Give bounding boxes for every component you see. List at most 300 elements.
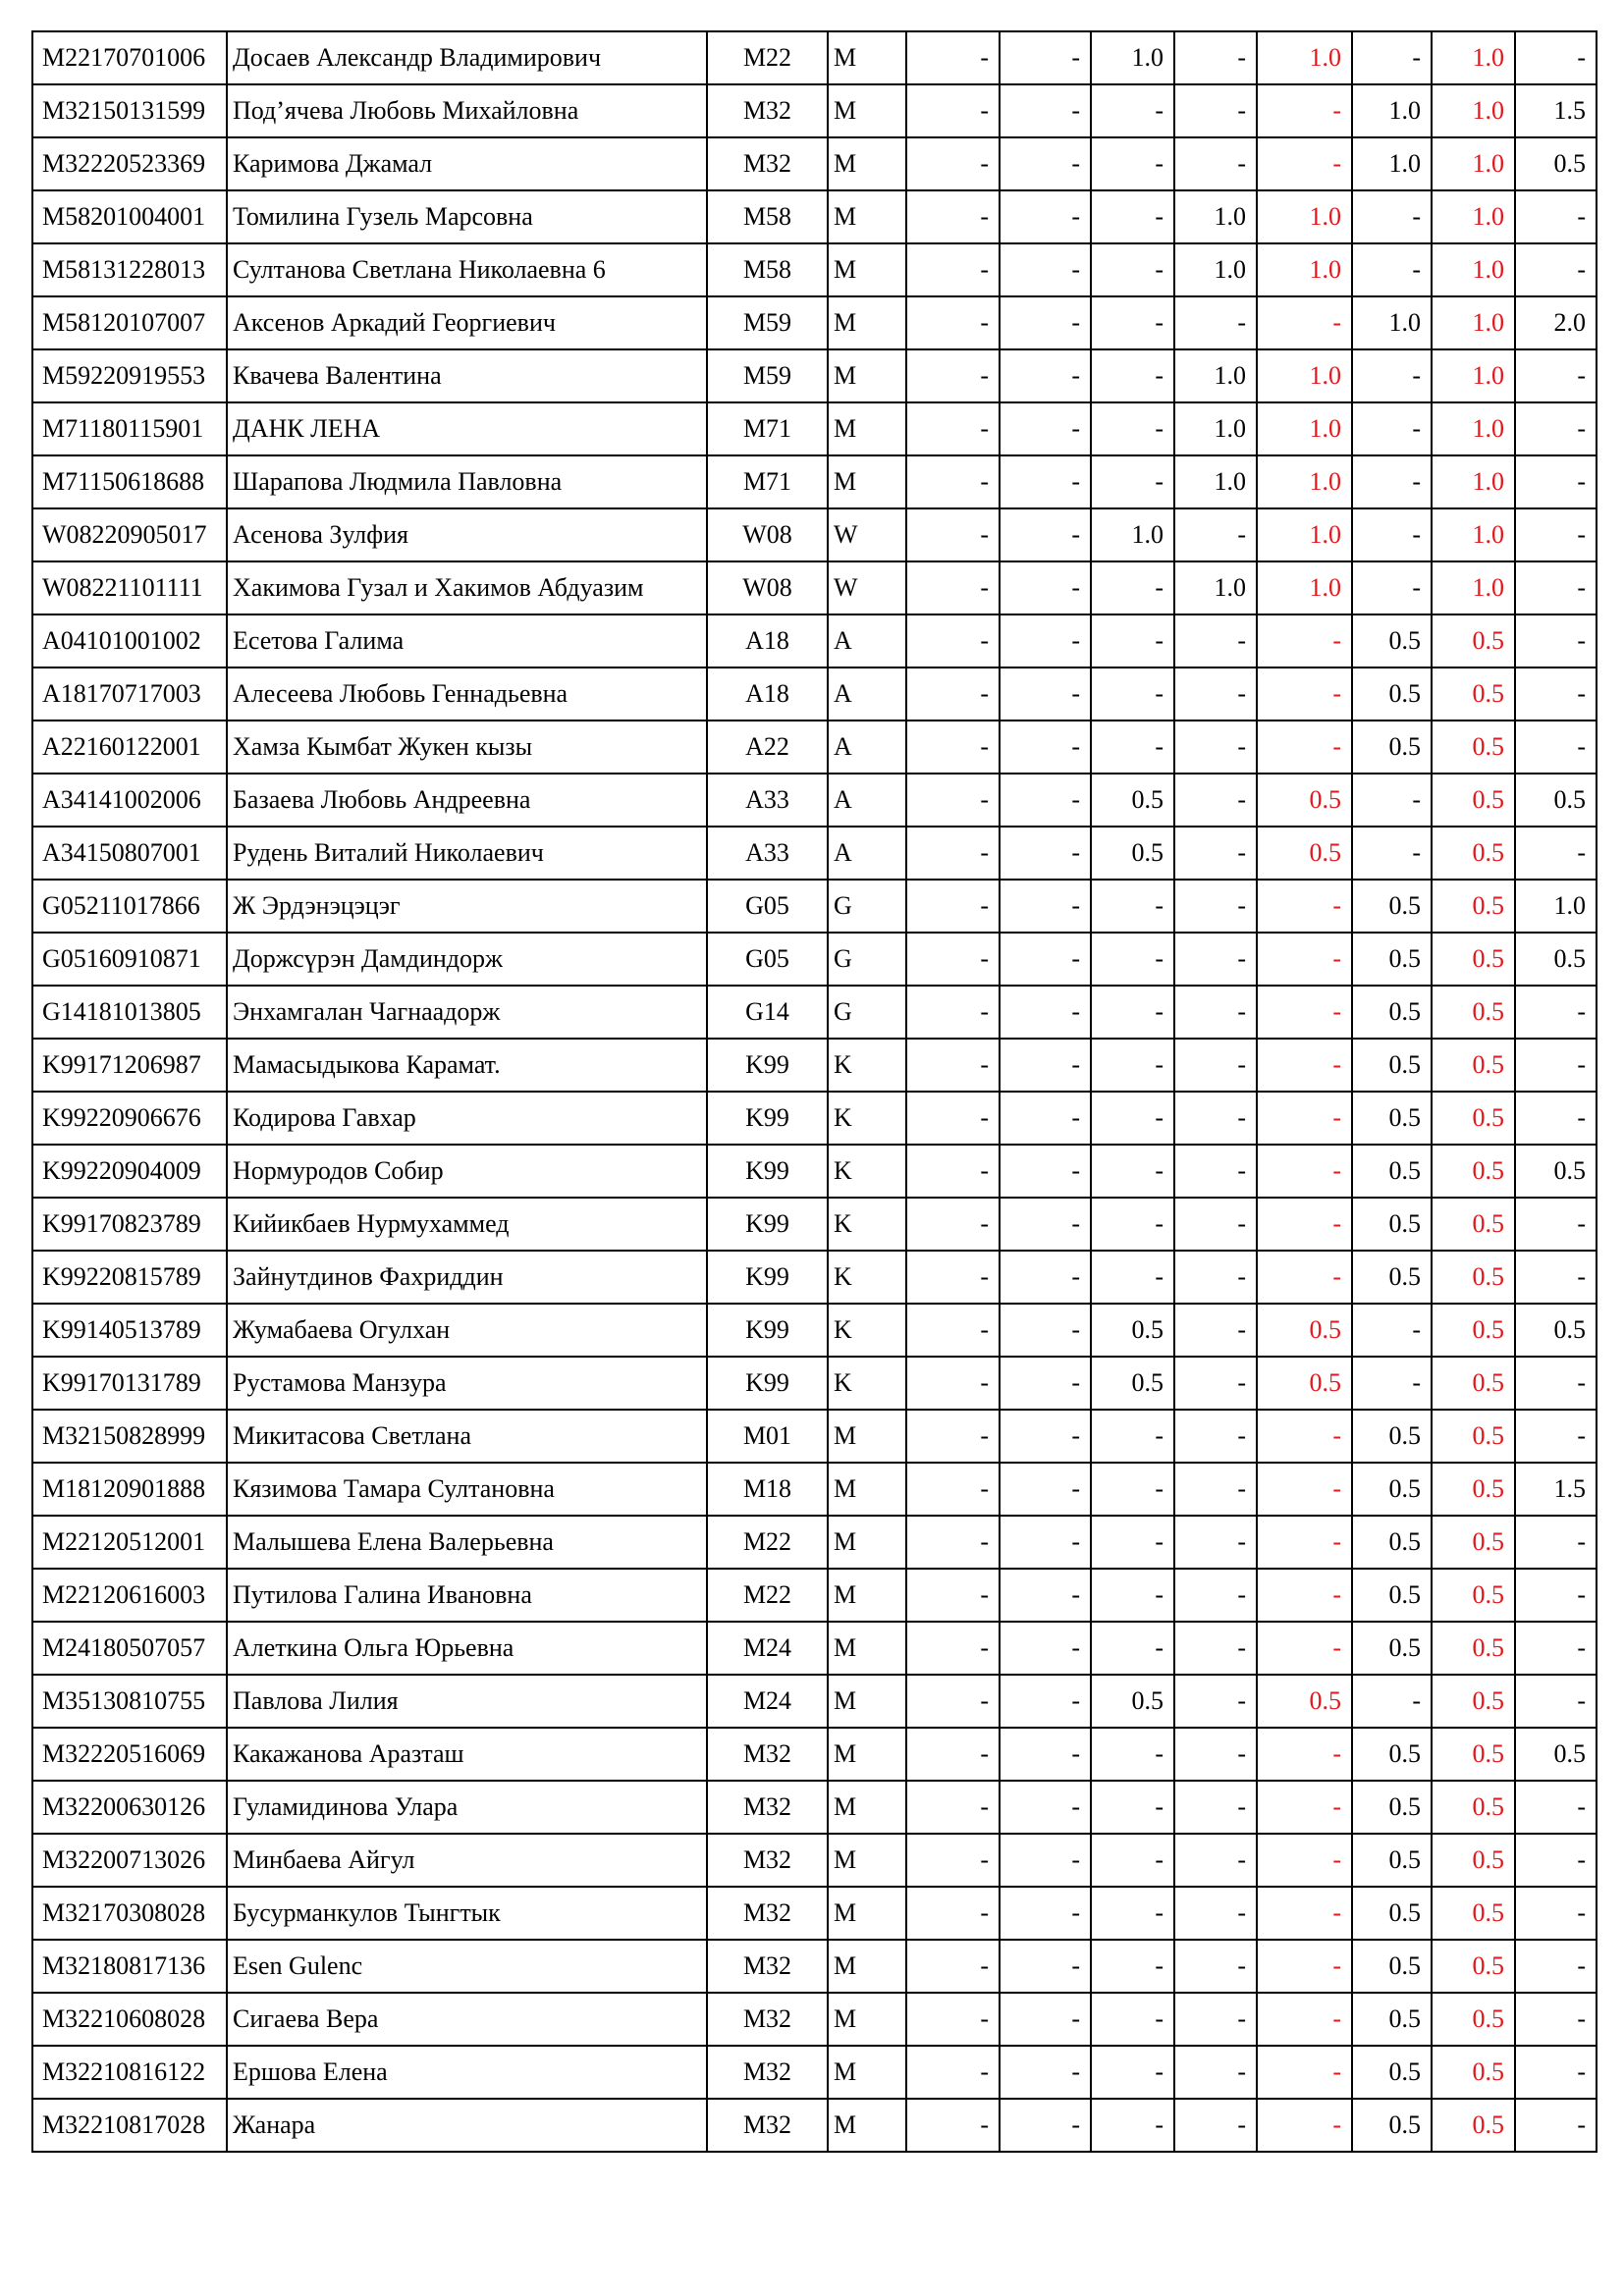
value-cell: - bbox=[1091, 1728, 1174, 1781]
value-cell: - bbox=[906, 667, 1000, 721]
value-cell: 0.5 bbox=[1432, 1198, 1515, 1251]
value-cell: 0.5 bbox=[1432, 1039, 1515, 1092]
value-cell: 1.0 bbox=[1432, 137, 1515, 190]
value-cell: - bbox=[1352, 243, 1432, 296]
value-cell: 1.0 bbox=[1352, 84, 1432, 137]
value-cell: - bbox=[1352, 1675, 1432, 1728]
value-cell: - bbox=[1091, 880, 1174, 933]
value-cell: - bbox=[1000, 1198, 1091, 1251]
value-cell: 1.0 bbox=[1257, 190, 1352, 243]
value-cell: - bbox=[1000, 933, 1091, 986]
value-cell: - bbox=[1174, 1675, 1257, 1728]
value-cell: - bbox=[906, 561, 1000, 614]
value-cell: - bbox=[1091, 296, 1174, 349]
table-row bbox=[32, 1357, 1597, 1410]
region-letter-cell: K bbox=[828, 1145, 906, 1198]
value-cell: - bbox=[1257, 1728, 1352, 1781]
value-cell: - bbox=[1174, 2046, 1257, 2099]
value-cell: - bbox=[1000, 1993, 1091, 2046]
value-cell: 0.5 bbox=[1352, 1145, 1432, 1198]
member-code-cell: K99170131789 bbox=[32, 1357, 227, 1410]
value-cell: 1.5 bbox=[1515, 84, 1597, 137]
member-name-cell: Томилина Гузель Марсовна bbox=[227, 190, 707, 243]
member-name-cell: Аксенов Аркадий Георгиевич bbox=[227, 296, 707, 349]
region-code-cell: M58 bbox=[707, 243, 828, 296]
region-letter-cell: M bbox=[828, 455, 906, 508]
value-cell: - bbox=[1257, 1834, 1352, 1887]
member-code-cell: A34141002006 bbox=[32, 774, 227, 827]
member-name-cell: Кийикбаев Нурмухаммед bbox=[227, 1198, 707, 1251]
value-cell: - bbox=[1352, 508, 1432, 561]
table-row bbox=[32, 402, 1597, 455]
value-cell: 0.5 bbox=[1352, 1251, 1432, 1304]
region-code-cell: G05 bbox=[707, 880, 828, 933]
member-code-cell: W08221101111 bbox=[32, 561, 227, 614]
value-cell: - bbox=[906, 1463, 1000, 1516]
value-cell: - bbox=[906, 2099, 1000, 2152]
table-row bbox=[32, 1728, 1597, 1781]
value-cell: - bbox=[1174, 986, 1257, 1039]
value-cell: 1.0 bbox=[1174, 402, 1257, 455]
value-cell: - bbox=[1000, 296, 1091, 349]
member-code-cell: M32210816122 bbox=[32, 2046, 227, 2099]
value-cell: - bbox=[1091, 243, 1174, 296]
value-cell: - bbox=[1174, 296, 1257, 349]
table-row bbox=[32, 2046, 1597, 2099]
value-cell: 0.5 bbox=[1432, 1304, 1515, 1357]
value-cell: - bbox=[1515, 1569, 1597, 1622]
value-cell: - bbox=[1257, 1622, 1352, 1675]
value-cell: - bbox=[906, 31, 1000, 84]
value-cell: - bbox=[1515, 1410, 1597, 1463]
value-cell: - bbox=[1257, 1940, 1352, 1993]
value-cell: - bbox=[1174, 84, 1257, 137]
region-code-cell: M59 bbox=[707, 349, 828, 402]
value-cell: - bbox=[906, 933, 1000, 986]
value-cell: - bbox=[1352, 455, 1432, 508]
member-name-cell: Путилова Галина Ивановна bbox=[227, 1569, 707, 1622]
region-letter-cell: K bbox=[828, 1092, 906, 1145]
region-code-cell: M22 bbox=[707, 31, 828, 84]
value-cell: - bbox=[906, 402, 1000, 455]
region-code-cell: W08 bbox=[707, 508, 828, 561]
value-cell: - bbox=[1091, 1622, 1174, 1675]
member-name-cell: Шарапова Людмила Павловна bbox=[227, 455, 707, 508]
value-cell: - bbox=[1257, 667, 1352, 721]
member-name-cell: Мамасыдыкова Карамат. bbox=[227, 1039, 707, 1092]
member-name-cell: Хамза Кымбат Жукен кызы bbox=[227, 721, 707, 774]
table-row bbox=[32, 561, 1597, 614]
region-code-cell: W08 bbox=[707, 561, 828, 614]
region-code-cell: K99 bbox=[707, 1092, 828, 1145]
table-row bbox=[32, 1304, 1597, 1357]
value-cell: - bbox=[1257, 986, 1352, 1039]
value-cell: - bbox=[1091, 1940, 1174, 1993]
value-cell: - bbox=[1000, 349, 1091, 402]
value-cell: - bbox=[1091, 349, 1174, 402]
member-name-cell: Рудень Виталий Николаевич bbox=[227, 827, 707, 880]
region-code-cell: M32 bbox=[707, 84, 828, 137]
value-cell: 1.0 bbox=[1352, 296, 1432, 349]
table-row bbox=[32, 827, 1597, 880]
region-code-cell: K99 bbox=[707, 1304, 828, 1357]
value-cell: 1.0 bbox=[1174, 561, 1257, 614]
value-cell: - bbox=[1174, 1940, 1257, 1993]
member-code-cell: M32220516069 bbox=[32, 1728, 227, 1781]
value-cell: 0.5 bbox=[1432, 721, 1515, 774]
table-row bbox=[32, 1092, 1597, 1145]
value-cell: 0.5 bbox=[1432, 1675, 1515, 1728]
value-cell: 0.5 bbox=[1352, 1622, 1432, 1675]
value-cell: - bbox=[1000, 1940, 1091, 1993]
value-cell: 0.5 bbox=[1432, 1781, 1515, 1834]
value-cell: - bbox=[1515, 1940, 1597, 1993]
member-name-cell: Кодирова Гавхар bbox=[227, 1092, 707, 1145]
region-letter-cell: M bbox=[828, 243, 906, 296]
value-cell: 0.5 bbox=[1352, 986, 1432, 1039]
region-letter-cell: K bbox=[828, 1039, 906, 1092]
region-letter-cell: M bbox=[828, 1887, 906, 1940]
value-cell: 1.0 bbox=[1432, 402, 1515, 455]
member-name-cell: Павлова Лилия bbox=[227, 1675, 707, 1728]
value-cell: 0.5 bbox=[1432, 1728, 1515, 1781]
member-code-cell: M18120901888 bbox=[32, 1463, 227, 1516]
region-letter-cell: M bbox=[828, 1834, 906, 1887]
value-cell: - bbox=[1352, 774, 1432, 827]
value-cell: - bbox=[1257, 296, 1352, 349]
region-code-cell: M32 bbox=[707, 137, 828, 190]
region-code-cell: G05 bbox=[707, 933, 828, 986]
value-cell: - bbox=[1515, 614, 1597, 667]
value-cell: - bbox=[1515, 1516, 1597, 1569]
member-name-cell: Базаева Любовь Андреевна bbox=[227, 774, 707, 827]
value-cell: - bbox=[1515, 31, 1597, 84]
region-letter-cell: K bbox=[828, 1304, 906, 1357]
value-cell: 0.5 bbox=[1352, 1728, 1432, 1781]
value-cell: - bbox=[1515, 1834, 1597, 1887]
value-cell: 1.5 bbox=[1515, 1463, 1597, 1516]
value-cell: - bbox=[1257, 2099, 1352, 2152]
value-cell: 0.5 bbox=[1352, 721, 1432, 774]
value-cell: 1.0 bbox=[1174, 190, 1257, 243]
value-cell: - bbox=[1515, 349, 1597, 402]
value-cell: - bbox=[1174, 508, 1257, 561]
table-row bbox=[32, 1410, 1597, 1463]
value-cell: 0.5 bbox=[1352, 2046, 1432, 2099]
value-cell: - bbox=[1000, 1834, 1091, 1887]
member-name-cell: ДАНК ЛЕНА bbox=[227, 402, 707, 455]
value-cell: 1.0 bbox=[1257, 455, 1352, 508]
value-cell: 1.0 bbox=[1257, 349, 1352, 402]
member-name-cell: Ж Эрдэнэцэцэг bbox=[227, 880, 707, 933]
value-cell: 0.5 bbox=[1432, 1516, 1515, 1569]
member-name-cell: Квачева Валентина bbox=[227, 349, 707, 402]
value-cell: 0.5 bbox=[1352, 1781, 1432, 1834]
value-cell: 1.0 bbox=[1432, 508, 1515, 561]
member-code-cell: M58120107007 bbox=[32, 296, 227, 349]
region-letter-cell: W bbox=[828, 561, 906, 614]
member-code-cell: G05211017866 bbox=[32, 880, 227, 933]
value-cell: - bbox=[906, 1728, 1000, 1781]
value-cell: - bbox=[1091, 561, 1174, 614]
value-cell: - bbox=[1091, 84, 1174, 137]
member-name-cell: Малышева Елена Валерьевна bbox=[227, 1516, 707, 1569]
value-cell: 0.5 bbox=[1432, 1092, 1515, 1145]
member-name-cell: Султанова Светлана Николаевна 6 bbox=[227, 243, 707, 296]
value-cell: - bbox=[1174, 1198, 1257, 1251]
region-letter-cell: M bbox=[828, 31, 906, 84]
value-cell: - bbox=[1174, 1410, 1257, 1463]
value-cell: - bbox=[1174, 614, 1257, 667]
value-cell: - bbox=[906, 1198, 1000, 1251]
value-cell: - bbox=[1174, 827, 1257, 880]
member-code-cell: W08220905017 bbox=[32, 508, 227, 561]
value-cell: 1.0 bbox=[1257, 402, 1352, 455]
table-row bbox=[32, 1251, 1597, 1304]
value-cell: 0.5 bbox=[1432, 1463, 1515, 1516]
member-name-cell: Каримова Джамал bbox=[227, 137, 707, 190]
region-letter-cell: M bbox=[828, 1993, 906, 2046]
member-name-cell: Сигаева Вера bbox=[227, 1993, 707, 2046]
value-cell: - bbox=[1174, 933, 1257, 986]
value-cell: 0.5 bbox=[1257, 774, 1352, 827]
value-cell: 1.0 bbox=[1432, 84, 1515, 137]
member-code-cell: M32200713026 bbox=[32, 1834, 227, 1887]
region-code-cell: G14 bbox=[707, 986, 828, 1039]
member-name-cell: Алесеева Любовь Геннадьевна bbox=[227, 667, 707, 721]
region-letter-cell: M bbox=[828, 296, 906, 349]
value-cell: - bbox=[1257, 137, 1352, 190]
value-cell: 0.5 bbox=[1432, 1887, 1515, 1940]
value-cell: - bbox=[906, 1781, 1000, 1834]
value-cell: - bbox=[1000, 1887, 1091, 1940]
member-code-cell: K99220906676 bbox=[32, 1092, 227, 1145]
value-cell: - bbox=[906, 1622, 1000, 1675]
value-cell: - bbox=[906, 721, 1000, 774]
value-cell: 0.5 bbox=[1257, 1304, 1352, 1357]
value-cell: - bbox=[1000, 667, 1091, 721]
value-cell: - bbox=[1000, 986, 1091, 1039]
value-cell: 0.5 bbox=[1432, 1410, 1515, 1463]
member-name-cell: Esen Gulenc bbox=[227, 1940, 707, 1993]
value-cell: 1.0 bbox=[1174, 243, 1257, 296]
value-cell: - bbox=[1000, 614, 1091, 667]
value-cell: - bbox=[1000, 2046, 1091, 2099]
value-cell: - bbox=[1091, 1145, 1174, 1198]
value-cell: 1.0 bbox=[1432, 243, 1515, 296]
value-cell: 0.5 bbox=[1432, 1145, 1515, 1198]
value-cell: - bbox=[906, 243, 1000, 296]
value-cell: - bbox=[1174, 1516, 1257, 1569]
value-cell: - bbox=[1000, 190, 1091, 243]
value-cell: - bbox=[906, 1145, 1000, 1198]
member-name-cell: Под’ячева Любовь Михайловна bbox=[227, 84, 707, 137]
region-code-cell: M32 bbox=[707, 2099, 828, 2152]
value-cell: 0.5 bbox=[1432, 986, 1515, 1039]
value-cell: - bbox=[906, 1304, 1000, 1357]
value-cell: - bbox=[1174, 1887, 1257, 1940]
member-code-cell: M71150618688 bbox=[32, 455, 227, 508]
value-cell: 0.5 bbox=[1352, 1516, 1432, 1569]
value-cell: - bbox=[1515, 1993, 1597, 2046]
value-cell: - bbox=[1091, 1463, 1174, 1516]
value-cell: - bbox=[1515, 455, 1597, 508]
value-cell: 0.5 bbox=[1515, 1304, 1597, 1357]
value-cell: - bbox=[906, 1516, 1000, 1569]
region-letter-cell: M bbox=[828, 137, 906, 190]
value-cell: 1.0 bbox=[1257, 243, 1352, 296]
value-cell: - bbox=[1091, 455, 1174, 508]
member-name-cell: Досаев Александр Владимирович bbox=[227, 31, 707, 84]
region-letter-cell: G bbox=[828, 986, 906, 1039]
value-cell: - bbox=[1257, 1410, 1352, 1463]
region-code-cell: M32 bbox=[707, 1940, 828, 1993]
value-cell: 1.0 bbox=[1257, 508, 1352, 561]
region-code-cell: K99 bbox=[707, 1039, 828, 1092]
value-cell: - bbox=[1515, 190, 1597, 243]
table-row bbox=[32, 1198, 1597, 1251]
value-cell: - bbox=[1000, 1516, 1091, 1569]
value-cell: - bbox=[1000, 1357, 1091, 1410]
value-cell: - bbox=[1174, 1569, 1257, 1622]
value-cell: - bbox=[1174, 1039, 1257, 1092]
region-letter-cell: M bbox=[828, 1569, 906, 1622]
value-cell: 0.5 bbox=[1091, 1304, 1174, 1357]
value-cell: 0.5 bbox=[1091, 774, 1174, 827]
region-code-cell: M71 bbox=[707, 455, 828, 508]
value-cell: - bbox=[1000, 561, 1091, 614]
table-row bbox=[32, 243, 1597, 296]
member-code-cell: M58201004001 bbox=[32, 190, 227, 243]
value-cell: 1.0 bbox=[1091, 508, 1174, 561]
value-cell: - bbox=[1515, 1039, 1597, 1092]
value-cell: - bbox=[1174, 137, 1257, 190]
table-row bbox=[32, 667, 1597, 721]
value-cell: - bbox=[906, 2046, 1000, 2099]
value-cell: - bbox=[906, 1410, 1000, 1463]
member-name-cell: Минбаева Айгул bbox=[227, 1834, 707, 1887]
value-cell: - bbox=[1091, 721, 1174, 774]
value-cell: 1.0 bbox=[1174, 455, 1257, 508]
value-cell: - bbox=[1091, 1834, 1174, 1887]
table-row bbox=[32, 1675, 1597, 1728]
value-cell: - bbox=[1000, 455, 1091, 508]
member-code-cell: A34150807001 bbox=[32, 827, 227, 880]
member-name-cell: Доржсүрэн Дамдиндорж bbox=[227, 933, 707, 986]
member-code-cell: K99170823789 bbox=[32, 1198, 227, 1251]
value-cell: - bbox=[1515, 721, 1597, 774]
value-cell: 1.0 bbox=[1091, 31, 1174, 84]
value-cell: - bbox=[1091, 1887, 1174, 1940]
member-code-cell: A22160122001 bbox=[32, 721, 227, 774]
member-name-cell: Бусурманкулов Тынгтык bbox=[227, 1887, 707, 1940]
member-code-cell: A18170717003 bbox=[32, 667, 227, 721]
value-cell: 0.5 bbox=[1352, 1198, 1432, 1251]
table-row bbox=[32, 508, 1597, 561]
value-cell: - bbox=[1091, 137, 1174, 190]
value-cell: - bbox=[906, 1569, 1000, 1622]
region-code-cell: M32 bbox=[707, 1887, 828, 1940]
value-cell: - bbox=[906, 1887, 1000, 1940]
value-cell: 1.0 bbox=[1515, 880, 1597, 933]
table-row bbox=[32, 1516, 1597, 1569]
value-cell: - bbox=[1091, 190, 1174, 243]
region-code-cell: M32 bbox=[707, 1834, 828, 1887]
value-cell: - bbox=[1174, 1092, 1257, 1145]
value-cell: - bbox=[1091, 1198, 1174, 1251]
member-code-cell: M32200630126 bbox=[32, 1781, 227, 1834]
table-row bbox=[32, 296, 1597, 349]
table-row bbox=[32, 1940, 1597, 1993]
value-cell: - bbox=[1515, 1622, 1597, 1675]
value-cell: - bbox=[1257, 614, 1352, 667]
value-cell: - bbox=[1000, 1728, 1091, 1781]
value-cell: - bbox=[906, 774, 1000, 827]
value-cell: - bbox=[1174, 721, 1257, 774]
value-cell: - bbox=[1091, 667, 1174, 721]
member-code-cell: M59220919553 bbox=[32, 349, 227, 402]
value-cell: 0.5 bbox=[1091, 1675, 1174, 1728]
value-cell: 0.5 bbox=[1352, 1569, 1432, 1622]
value-cell: 2.0 bbox=[1515, 296, 1597, 349]
data-table bbox=[31, 30, 1597, 2153]
table-row bbox=[32, 721, 1597, 774]
member-name-cell: Жумабаева Огулхан bbox=[227, 1304, 707, 1357]
value-cell: 1.0 bbox=[1432, 296, 1515, 349]
value-cell: 0.5 bbox=[1432, 667, 1515, 721]
member-code-cell: M71180115901 bbox=[32, 402, 227, 455]
region-letter-cell: K bbox=[828, 1251, 906, 1304]
value-cell: 0.5 bbox=[1432, 1993, 1515, 2046]
value-cell: - bbox=[1515, 561, 1597, 614]
value-cell: 0.5 bbox=[1515, 774, 1597, 827]
region-code-cell: M32 bbox=[707, 1728, 828, 1781]
value-cell: 0.5 bbox=[1432, 1622, 1515, 1675]
value-cell: 0.5 bbox=[1257, 827, 1352, 880]
value-cell: - bbox=[1352, 827, 1432, 880]
value-cell: 1.0 bbox=[1432, 349, 1515, 402]
table-row bbox=[32, 31, 1597, 84]
value-cell: - bbox=[1352, 1304, 1432, 1357]
value-cell: - bbox=[1174, 1728, 1257, 1781]
value-cell: - bbox=[1515, 2046, 1597, 2099]
value-cell: - bbox=[1352, 561, 1432, 614]
value-cell: 0.5 bbox=[1352, 614, 1432, 667]
region-letter-cell: M bbox=[828, 2046, 906, 2099]
value-cell: - bbox=[906, 1940, 1000, 1993]
value-cell: - bbox=[1352, 402, 1432, 455]
value-cell: - bbox=[1257, 933, 1352, 986]
value-cell: 0.5 bbox=[1432, 774, 1515, 827]
value-cell: - bbox=[1174, 1993, 1257, 2046]
table-row bbox=[32, 1993, 1597, 2046]
member-name-cell: Асенова Зулфия bbox=[227, 508, 707, 561]
value-cell: - bbox=[1257, 880, 1352, 933]
member-name-cell: Микитасова Светлана bbox=[227, 1410, 707, 1463]
value-cell: - bbox=[1091, 986, 1174, 1039]
table-row bbox=[32, 986, 1597, 1039]
value-cell: - bbox=[1515, 1887, 1597, 1940]
value-cell: 0.5 bbox=[1352, 1092, 1432, 1145]
region-letter-cell: A bbox=[828, 774, 906, 827]
member-code-cell: M35130810755 bbox=[32, 1675, 227, 1728]
region-code-cell: M58 bbox=[707, 190, 828, 243]
value-cell: - bbox=[906, 1251, 1000, 1304]
value-cell: - bbox=[1515, 1357, 1597, 1410]
value-cell: - bbox=[1091, 1410, 1174, 1463]
member-code-cell: M22120512001 bbox=[32, 1516, 227, 1569]
value-cell: - bbox=[1257, 1993, 1352, 2046]
